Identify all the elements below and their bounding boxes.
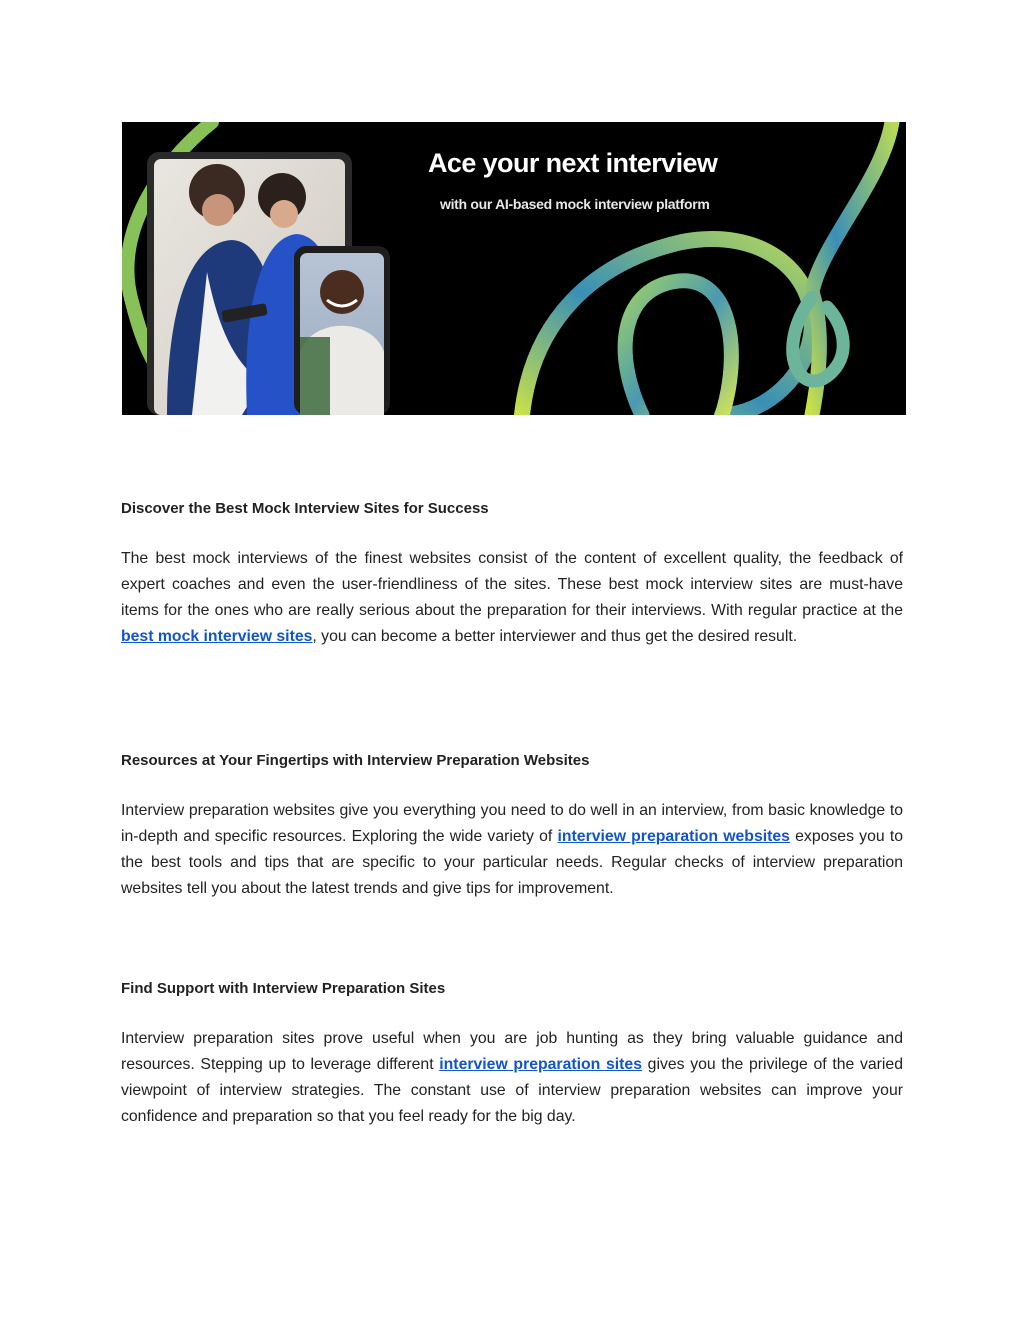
section-interview-prep-websites xyxy=(121,750,903,902)
paragraph-text: The best mock interviews of the finest websites consist of the content of excellent quality, the feedback of expert coaches and even the user-friendliness of the sites. These best mock interview sites are must-have items for the ones who are really serious about the preparation for their interviews. With regular practice at the xyxy=(121,550,903,619)
section-paragraph xyxy=(121,1026,903,1130)
banner-subtitle: with our AI-based mock interview platform xyxy=(440,196,710,212)
section-interview-prep-sites xyxy=(121,978,903,1130)
paragraph-text: Interview preparation websites give you everything you need to do well in an interview, from basic knowledge to in-depth and specific resources. Exploring the wide variety of xyxy=(121,802,903,845)
link-best-mock-interview-sites[interactable]: best mock interview sites xyxy=(121,628,313,645)
section-heading: Resources at Your Fingertips with Interview Preparation Websites xyxy=(121,752,590,769)
section-heading: Find Support with Interview Preparation Sites xyxy=(121,980,446,997)
section-paragraph xyxy=(121,546,903,650)
paragraph-text: Interview preparation sites prove useful when you are job hunting as they bring valuable guidance and resources. Stepping up to leverage different xyxy=(121,1030,903,1073)
section-heading: Discover the Best Mock Interview Sites for Success xyxy=(121,500,489,517)
section-paragraph xyxy=(121,798,903,902)
section-mock-interview-sites xyxy=(121,498,903,650)
hero-banner xyxy=(122,122,906,415)
paragraph-text: , you can become a better interviewer and thus get the desired result. xyxy=(312,628,798,645)
banner-title: Ace your next interview xyxy=(428,148,718,178)
link-interview-preparation-sites[interactable]: interview preparation sites xyxy=(439,1056,642,1073)
paragraph-text: exposes you to the best tools and tips that are specific to your particular needs. Regular checks of interview preparation websites tell you about the latest trends and give tips for improvement. xyxy=(121,828,903,897)
link-interview-preparation-websites[interactable]: interview preparation websites xyxy=(557,828,790,845)
paragraph-text: gives you the privilege of the varied viewpoint of interview strategies. The constant use of interview preparation websites can improve your confidence and preparation so that you feel ready for the big day. xyxy=(121,1056,903,1125)
